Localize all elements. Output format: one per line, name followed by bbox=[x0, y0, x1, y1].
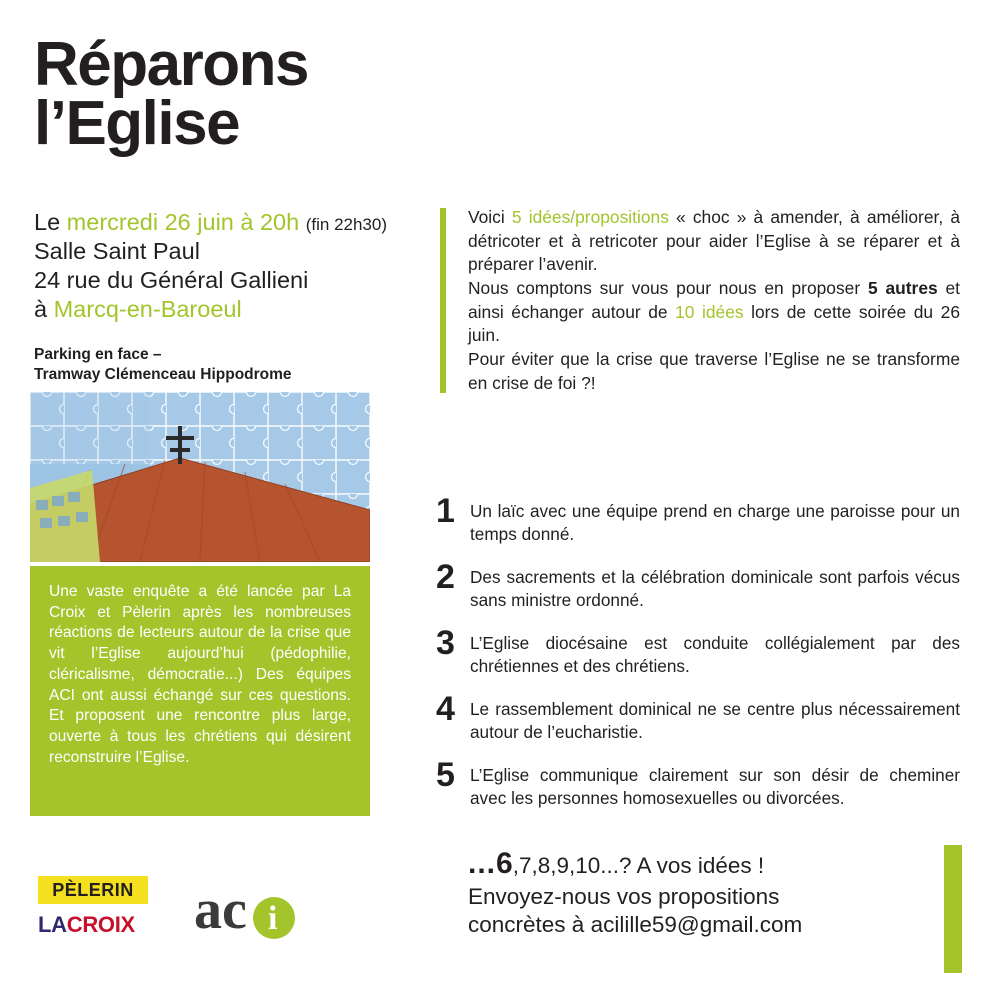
list-item bbox=[436, 756, 960, 822]
parking-line-1: Parking en face – bbox=[34, 346, 162, 363]
list-item bbox=[436, 690, 960, 756]
right-green-bar bbox=[944, 845, 962, 973]
intro-p2-highlight: 10 idées bbox=[675, 301, 744, 322]
la-croix-croix: CROIX bbox=[66, 912, 135, 937]
enquete-text: Une vaste enquête a été lancée par La Croix et Pèlerin après les nombreuses réactions de lecteurs autour de la crise que vit l’Eglise aujourd’hui (pédophilie, cléricalisme, démocratie...) Des équipes ACI ont aussi échangé sur ces questions. Et proposent une rencontre plus large, ouverte à tous les chrétiens qui désirent reconstruire l’Eglise. bbox=[49, 583, 351, 766]
intro-p1-highlight: 5 idées/propositions bbox=[511, 207, 669, 227]
church-puzzle-image bbox=[30, 392, 370, 562]
title-line-2: l’Eglise bbox=[34, 88, 240, 158]
intro-paragraph-1 bbox=[468, 206, 960, 277]
list-item bbox=[436, 558, 960, 624]
ideas-list bbox=[436, 492, 960, 830]
list-item bbox=[436, 624, 960, 690]
idea-number: 2 bbox=[436, 558, 455, 596]
intro-p2-b: et ainsi échanger autour de bbox=[468, 278, 960, 322]
event-address: 24 rue du Général Gallieni bbox=[34, 267, 309, 294]
closing-line-1 bbox=[468, 845, 968, 883]
event-date-line bbox=[34, 208, 434, 237]
event-venue: Salle Saint Paul bbox=[34, 238, 200, 265]
closing-line-3 bbox=[468, 911, 968, 939]
closing-six: 6 bbox=[496, 847, 513, 880]
partner-logos bbox=[32, 872, 362, 962]
church-puzzle-photo bbox=[30, 392, 370, 562]
closing-line3-prefix: concrètes à bbox=[468, 912, 591, 938]
aci-logo-icon bbox=[192, 872, 302, 948]
svg-text:i: i bbox=[268, 900, 278, 937]
idea-text: L’Eglise communique clairement sur son désir de cheminer avec les personnes homosexuelles ou divorcées. bbox=[470, 765, 960, 808]
page-title bbox=[34, 30, 454, 158]
intro-p2-a: Nous comptons sur vous pour nous en proposer bbox=[468, 278, 868, 299]
closing-line-2: Envoyez-nous vos propositions bbox=[468, 883, 780, 909]
event-date-highlight: mercredi 26 juin à 20h bbox=[66, 209, 300, 235]
event-city-line bbox=[34, 295, 434, 324]
event-info bbox=[34, 208, 434, 325]
list-item bbox=[436, 492, 960, 558]
intro-p1-a: Voici bbox=[468, 207, 512, 227]
idea-number: 3 bbox=[436, 624, 455, 662]
aci-logo bbox=[192, 872, 302, 948]
idea-number: 5 bbox=[436, 756, 455, 794]
intro-green-rule bbox=[440, 208, 446, 393]
intro-p2-bold: 5 autres bbox=[867, 278, 938, 299]
intro-paragraph-2 bbox=[468, 277, 960, 348]
intro-p1-b: « choc » à amender, à améliorer, à détricoter et à retricoter pour aider l’Eglise à se réparer et à préparer l’avenir. bbox=[468, 207, 960, 275]
enquete-green-box bbox=[30, 566, 370, 816]
pelerin-logo: PÈLERIN bbox=[38, 876, 148, 904]
idea-text: Le rassemblement dominical ne se centre plus nécessairement autour de l’eucharistie. bbox=[470, 699, 960, 742]
closing-call-to-action bbox=[468, 845, 968, 939]
la-croix-logo bbox=[38, 910, 148, 940]
intro-p2-c: lors de cette soirée du 26 juin. bbox=[468, 301, 960, 346]
idea-number: 1 bbox=[436, 492, 455, 530]
svg-text:ac: ac bbox=[194, 879, 247, 941]
parking-info bbox=[34, 345, 434, 385]
closing-rest: ,7,8,9,10...? A vos idées ! bbox=[512, 853, 765, 878]
intro-text bbox=[468, 206, 960, 395]
idea-text: Des sacrements et la célébration dominicale sont parfois vécus sans ministre ordonné. bbox=[470, 567, 960, 610]
title-line-1: Réparons bbox=[34, 30, 308, 99]
parking-line-2: Tramway Clémenceau Hippodrome bbox=[34, 365, 292, 383]
closing-dots: ... bbox=[468, 847, 497, 880]
intro-paragraph-3: Pour éviter que la crise que traverse l’Eglise ne se transforme en crise de foi ?! bbox=[468, 349, 960, 393]
la-croix-la: LA bbox=[38, 912, 67, 937]
event-city-prefix: à bbox=[34, 296, 54, 323]
event-city: Marcq-en-Baroeul bbox=[53, 296, 242, 323]
idea-number: 4 bbox=[436, 690, 455, 728]
idea-text: L’Eglise diocésaine est conduite collégialement par des chrétiennes et des chrétiens. bbox=[470, 633, 960, 676]
contact-email[interactable]: acilille59@gmail.com bbox=[590, 912, 803, 938]
event-date-prefix: Le bbox=[34, 209, 67, 235]
idea-text: Un laïc avec une équipe prend en charge une paroisse pour un temps donné. bbox=[470, 501, 960, 544]
event-end-time: (fin 22h30) bbox=[305, 215, 388, 234]
